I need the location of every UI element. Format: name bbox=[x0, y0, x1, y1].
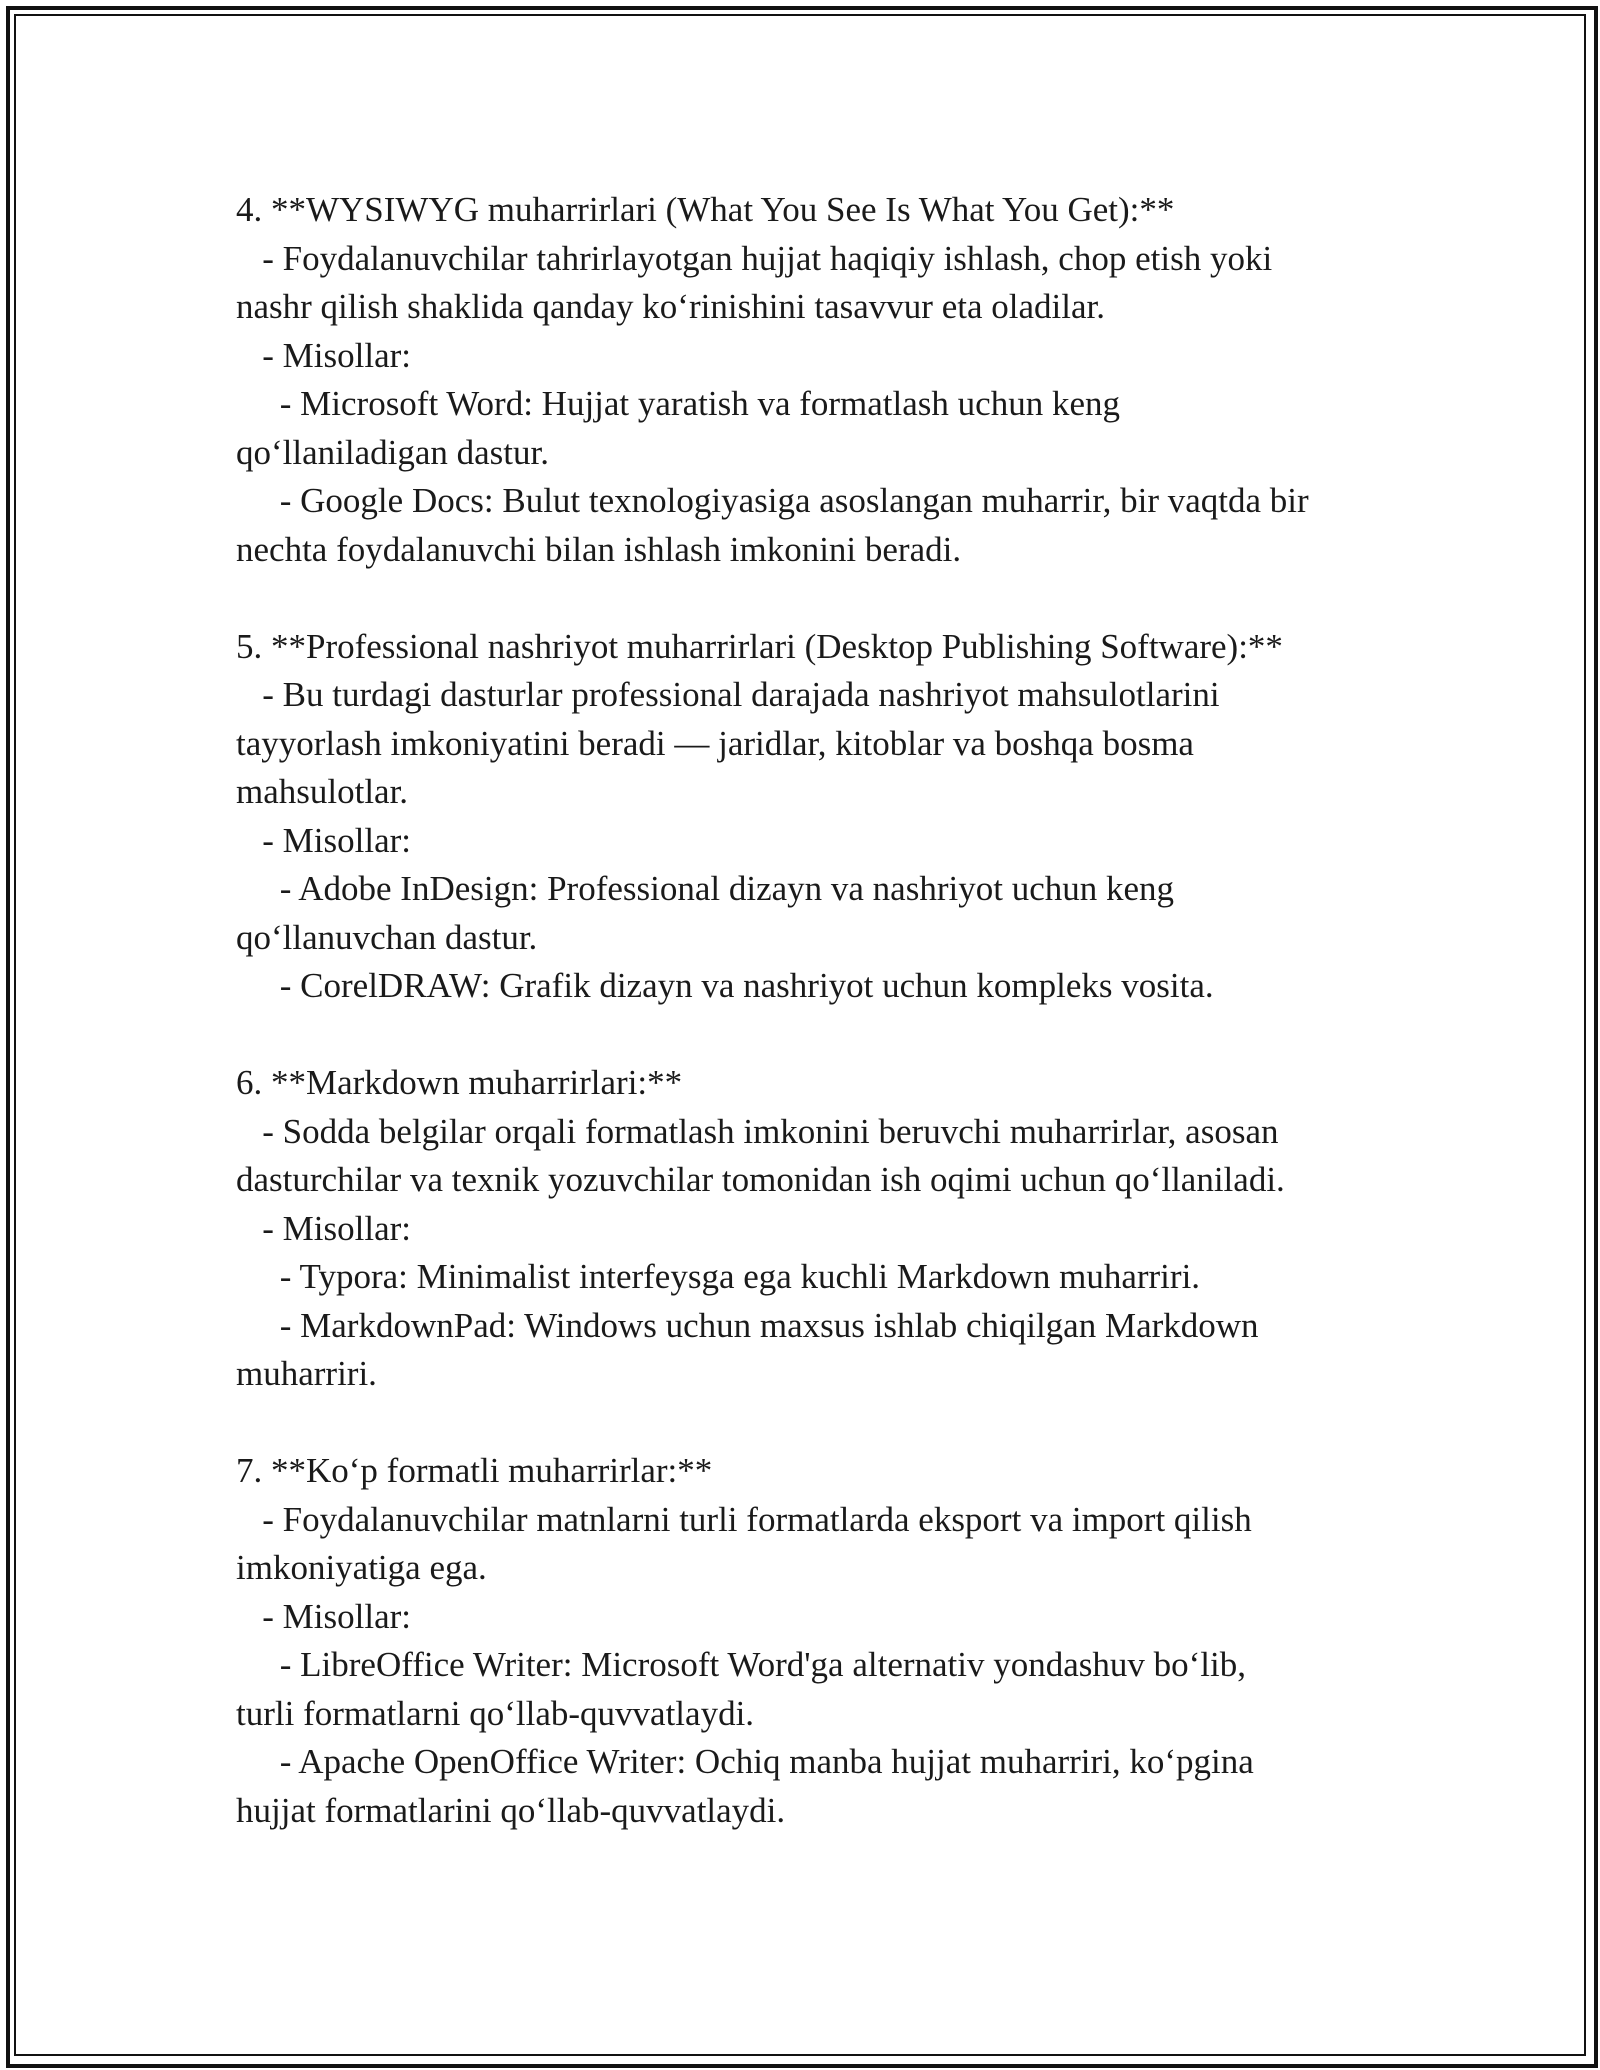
spacer bbox=[236, 1399, 1386, 1448]
text-line: - Misollar: bbox=[236, 1208, 411, 1248]
section-desktop-publishing bbox=[236, 623, 1386, 1011]
spacer bbox=[236, 574, 1386, 623]
text-line: - Sodda belgilar orqali formatlash imkonini beruvchi muharrirlar, asosan bbox=[236, 1111, 1279, 1151]
text-line: tayyorlash imkoniyatini beradi — jaridlar, kitoblar va boshqa bosma bbox=[236, 723, 1194, 763]
text-line: nashr qilish shaklida qanday ko‘rinishini tasavvur eta oladilar. bbox=[236, 287, 1105, 326]
text-line: qo‘llanuvchan dastur. bbox=[236, 917, 538, 957]
text-line: muharriri. bbox=[236, 1354, 377, 1393]
text-line: - Adobe InDesign: Professional dizayn va nashriyot uchun keng bbox=[236, 869, 1175, 908]
section-wysiwyg bbox=[236, 186, 1386, 574]
section-heading: 7. **Ko‘p formatli muharrirlar:** bbox=[236, 1451, 713, 1490]
text-line: - Google Docs: Bulut texnologiyasiga asoslangan muharrir, bir vaqtda bir bbox=[236, 481, 1309, 520]
text-line: - LibreOffice Writer: Microsoft Word'ga alternativ yondashuv bo‘lib, bbox=[236, 1645, 1247, 1684]
section-heading: 5. **Professional nashriyot muharrirlari (Desktop Publishing Software):** bbox=[236, 626, 1283, 666]
text-line: nechta foydalanuvchi bilan ishlash imkonini beradi. bbox=[236, 529, 962, 569]
text-line: turli formatlarni qo‘llab-quvvatlaydi. bbox=[236, 1693, 755, 1733]
text-line: - Typora: Minimalist interfeysga ega kuchli Markdown muharriri. bbox=[236, 1257, 1201, 1296]
text-line: - Apache OpenOffice Writer: Ochiq manba hujjat muharriri, ko‘pgina bbox=[236, 1742, 1254, 1781]
section-heading: 4. **WYSIWYG muharrirlari (What You See Is What You Get):** bbox=[236, 190, 1175, 229]
document-body bbox=[236, 186, 1386, 1835]
section-heading: 6. **Markdown muharrirlari:** bbox=[236, 1063, 683, 1102]
text-line: - MarkdownPad: Windows uchun maxsus ishlab chiqilgan Markdown bbox=[236, 1305, 1259, 1345]
text-line: - Misollar: bbox=[236, 1596, 411, 1636]
spacer bbox=[236, 1011, 1386, 1060]
text-line: - Misollar: bbox=[236, 820, 411, 860]
text-line: - CorelDRAW: Grafik dizayn va nashriyot uchun kompleks vosita. bbox=[236, 966, 1214, 1005]
text-line: qo‘llaniladigan dastur. bbox=[236, 432, 549, 472]
text-line: - Microsoft Word: Hujjat yaratish va formatlash uchun keng bbox=[236, 384, 1120, 423]
text-line: hujjat formatlarini qo‘llab-quvvatlaydi. bbox=[236, 1790, 786, 1830]
text-line: mahsulotlar. bbox=[236, 772, 409, 811]
text-line: - Misollar: bbox=[236, 335, 411, 375]
text-line: - Foydalanuvchilar matnlarni turli formatlarda eksport va import qilish bbox=[236, 1499, 1252, 1539]
text-line: - Bu turdagi dasturlar professional darajada nashriyot mahsulotlarini bbox=[236, 675, 1220, 714]
section-markdown bbox=[236, 1059, 1386, 1399]
text-line: dasturchilar va texnik yozuvchilar tomonidan ish oqimi uchun qo‘llaniladi. bbox=[236, 1160, 1285, 1199]
text-line: - Foydalanuvchilar tahrirlayotgan hujjat haqiqiy ishlash, chop etish yoki bbox=[236, 238, 1273, 278]
section-multi-format bbox=[236, 1447, 1386, 1835]
text-line: imkoniyatiga ega. bbox=[236, 1548, 487, 1587]
